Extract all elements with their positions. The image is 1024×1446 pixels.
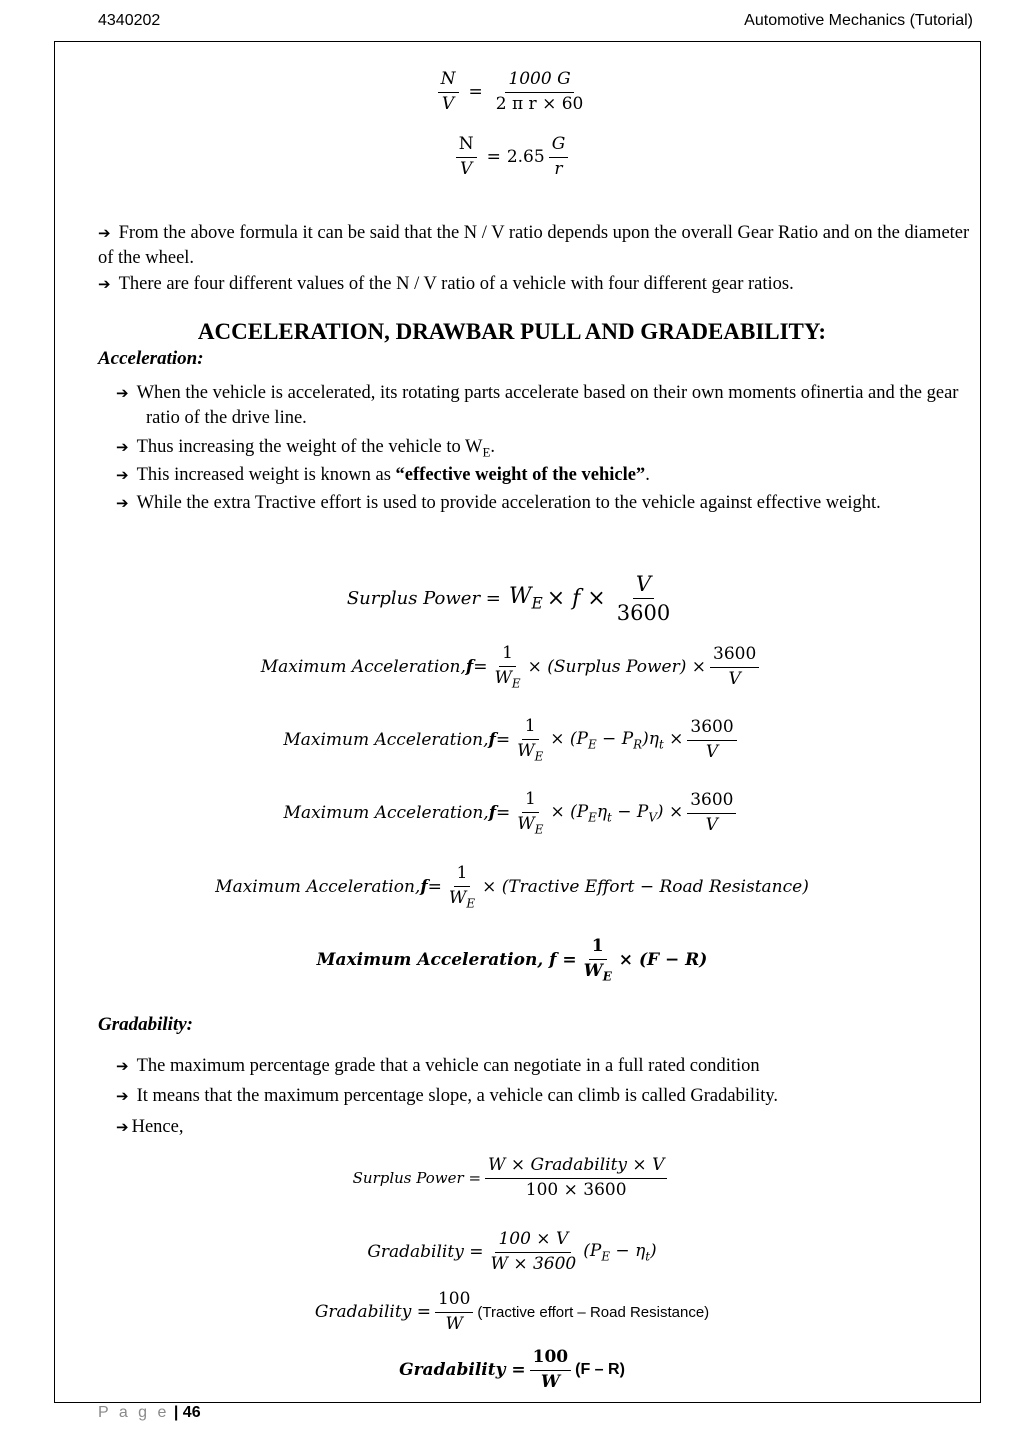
equation-max-acceleration-pv: Maximum Acceleration, f = $\frac{1}{W_E}$ × $(P_E\eta_t - P_V)$ × $\frac{3600}{V}$ bbox=[0, 790, 1024, 837]
header-code: 4340202 bbox=[98, 12, 161, 29]
page-footer bbox=[98, 1404, 201, 1422]
gradability-bullet-1: ➔ The maximum percentage grade that a vehicle can negotiate in a full rated condition bbox=[116, 1056, 760, 1076]
arrow-icon: ➔ bbox=[116, 1118, 129, 1136]
header-title: Automotive Mechanics (Tutorial) bbox=[744, 12, 973, 29]
arrow-icon: ➔ bbox=[116, 438, 129, 456]
gradability-bullet-2: ➔ It means that the maximum percentage slope, a vehicle can climb is called Gradability. bbox=[116, 1086, 779, 1106]
arrow-icon: ➔ bbox=[116, 494, 129, 512]
arrow-icon: ➔ bbox=[116, 1087, 129, 1105]
acceleration-bullet-2: ➔ Thus increasing the weight of the vehicle to $W_E$. bbox=[116, 437, 496, 460]
equation-gradability-surplus: Surplus Power = $\frac{\text{W × Gradability × V}}{100 \times 3600}$ bbox=[0, 1156, 1024, 1200]
equation-nv-ratio: $\frac{N}{V}$ = $\frac{1000 G}{\text{2 π r × 60}}$ bbox=[0, 70, 1024, 114]
equation-max-acceleration-surplus: Maximum Acceleration, f = $\frac{1}{W_E}$ × (Surplus Power) × $\frac{3600}{V}$ bbox=[0, 644, 1024, 691]
intro-bullet-1: ➔ From the above formula it can be said that the N / V ratio depends upon the overall Gear Ratio and on the diameter of the wheel. bbox=[98, 223, 970, 268]
gradability-bullet-3: ➔ Hence, bbox=[116, 1117, 184, 1137]
equation-gradability-final: Gradability = $\frac{100}{W}$ (F – R) bbox=[399, 1347, 625, 1392]
equation-max-acceleration-final: Maximum Acceleration, f = $\frac{1}{W_E}$ × (F − R) bbox=[316, 936, 708, 983]
section-heading: ACCELERATION, DRAWBAR PULL AND GRADEABILITY: bbox=[197, 319, 827, 344]
acceleration-bullet-4: ➔ While the extra Tractive effort is used to provide acceleration to the vehicle against effective weight. bbox=[116, 493, 881, 513]
equation-max-acceleration-tractive: Maximum Acceleration, f = $\frac{1}{W_E}$ × (Tractive Effort − Road Resistance) bbox=[215, 863, 809, 910]
arrow-icon: ➔ bbox=[116, 466, 129, 484]
arrow-icon: ➔ bbox=[98, 275, 111, 293]
equation-nv-simplified: $\frac{N}{V}$ = 2.65 $\frac{G}{r}$ bbox=[0, 135, 1024, 179]
intro-bullet-2: ➔ There are four different values of the N / V ratio of a vehicle with four different gear ratios. bbox=[98, 274, 794, 294]
gradability-title: Gradability: bbox=[98, 1014, 193, 1035]
arrow-icon: ➔ bbox=[116, 1057, 129, 1075]
acceleration-title: Acceleration: bbox=[98, 348, 204, 369]
page-label: P a g e bbox=[98, 1404, 170, 1421]
arrow-icon: ➔ bbox=[116, 384, 129, 402]
acceleration-bullet-1: ➔ When the vehicle is accelerated, its rotating parts accelerate based on their own moments ofinertia and the gear ratio of the drive line. bbox=[116, 383, 959, 428]
page-number: | 46 bbox=[173, 1404, 201, 1421]
equation-gradability-pe: Gradability = $\frac{100 \times V}{W \times 3600}$ $(P_E - \eta_t)$ bbox=[367, 1229, 657, 1274]
equation-max-acceleration-pe-pr: Maximum Acceleration, f = $\frac{1}{W_E}$ × $(P_E - P_R)\eta_t$ × $\frac{3600}{V}$ bbox=[0, 717, 1024, 764]
arrow-icon: ➔ bbox=[98, 224, 111, 242]
equation-gradability-tractive: Gradability = $\frac{100}{W}$ (Tractive effort – Road Resistance) bbox=[314, 1289, 710, 1334]
acceleration-bullet-3: ➔ This increased weight is known as “effective weight of the vehicle”. bbox=[116, 465, 650, 485]
equation-surplus-power: Surplus Power = $W_E$ × f × $\frac{V}{3600}$ bbox=[346, 572, 671, 626]
